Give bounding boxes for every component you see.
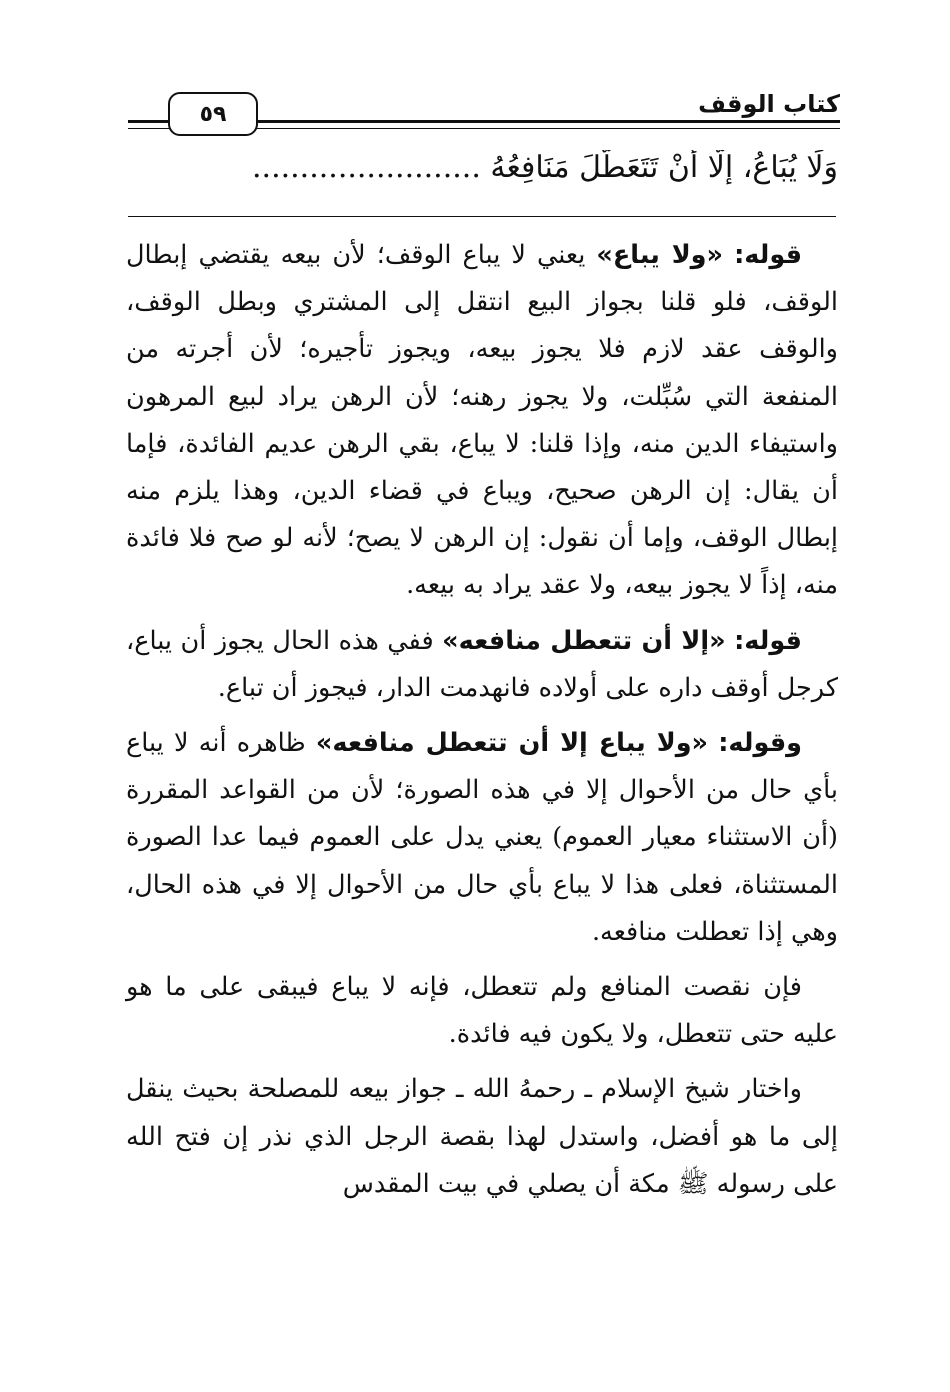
running-title: كتاب الوقف bbox=[698, 90, 840, 118]
paragraph-lead: وقوله: bbox=[718, 728, 802, 759]
paragraph-quote: «إلا أن تتعطل منافعه» bbox=[442, 625, 726, 656]
paragraph bbox=[126, 618, 838, 712]
paragraph bbox=[126, 232, 838, 610]
paragraph-lead: قوله: bbox=[734, 240, 803, 270]
paragraph bbox=[126, 1066, 838, 1208]
paragraph-text: ظاهره أنه لا يباع بأي حال من الأحوال إلا في هذه الصورة؛ لأن من القواعد المقررة (أن الاستثناء معيار العموم) يعني يدل على العموم فيما عدا الصورة المستثناة، فعلى هذا لا يباع بأي حال من الأحوال إلا في هذه الحال، وهي إذا تعطلت منافعه. bbox=[126, 728, 838, 947]
paragraph bbox=[126, 964, 838, 1058]
matn-dots: ........................ bbox=[252, 150, 481, 185]
paragraph-text: يعني لا يباع الوقف؛ لأن بيعه يقتضي إبطال الوقف، فلو قلنا بجواز البيع انتقل إلى المشتري وبطل الوقف، والوقف عقد لازم فلا يجوز بيعه، ويجوز تأجيره؛ لأن أجرته من المنفعة التي سُبِّلت، ولا يجوز رهنه؛ لأن الرهن يراد لبيع المرهون واستيفاء الدين منه، وإذا قلنا: لا يباع، بقي الرهن عديم الفائدة، فإما أن يقال: إن الرهن صحيح، ويباع في قضاء الدين، وهذا يلزم منه إبطال الوقف، وإما أن نقول: إن الرهن لا يصح؛ لأنه لو صح فلا فائدة منه، إذاً لا يجوز بيعه، ولا عقد يراد به بيعه. bbox=[126, 240, 838, 601]
paragraph-text: فإن نقصت المنافع ولم تتعطل، فإنه لا يباع فيبقى على ما هو عليه حتى تتعطل، ولا يكون فيه فائدة. bbox=[126, 972, 838, 1050]
paragraph bbox=[126, 720, 838, 956]
matn-text: وَلَا يُبَاعُ، إِلَّا أَنْ تَتَعَطَّلَ مَنَافِعُهُ bbox=[490, 150, 838, 185]
paragraph-lead: قوله: bbox=[734, 625, 802, 656]
paragraph-text: ففي هذه الحال يجوز أن يباع، كرجل أوقف داره على أولاده فانهدمت الدار، فيجوز أن تباع. bbox=[126, 625, 838, 703]
page-number: ٥٩ bbox=[168, 92, 258, 136]
page-header bbox=[128, 86, 840, 142]
commentary-body bbox=[126, 232, 838, 1216]
paragraph-quote: «ولا يباع» bbox=[596, 240, 724, 270]
paragraph-text: واختار شيخ الإسلام ـ رحمهُ الله ـ جواز بيعه للمصلحة بحيث ينقل إلى ما هو أفضل، واستدل لهذا بقصة الرجل الذي نذر إن فتح الله على رسوله ﷺ مكة أن يصلي في بيت المقدس bbox=[126, 1074, 838, 1199]
matn-divider bbox=[128, 216, 836, 217]
matn-line bbox=[128, 150, 838, 185]
paragraph-quote: «ولا يباع إلا أن تتعطل منافعه» bbox=[315, 728, 709, 759]
